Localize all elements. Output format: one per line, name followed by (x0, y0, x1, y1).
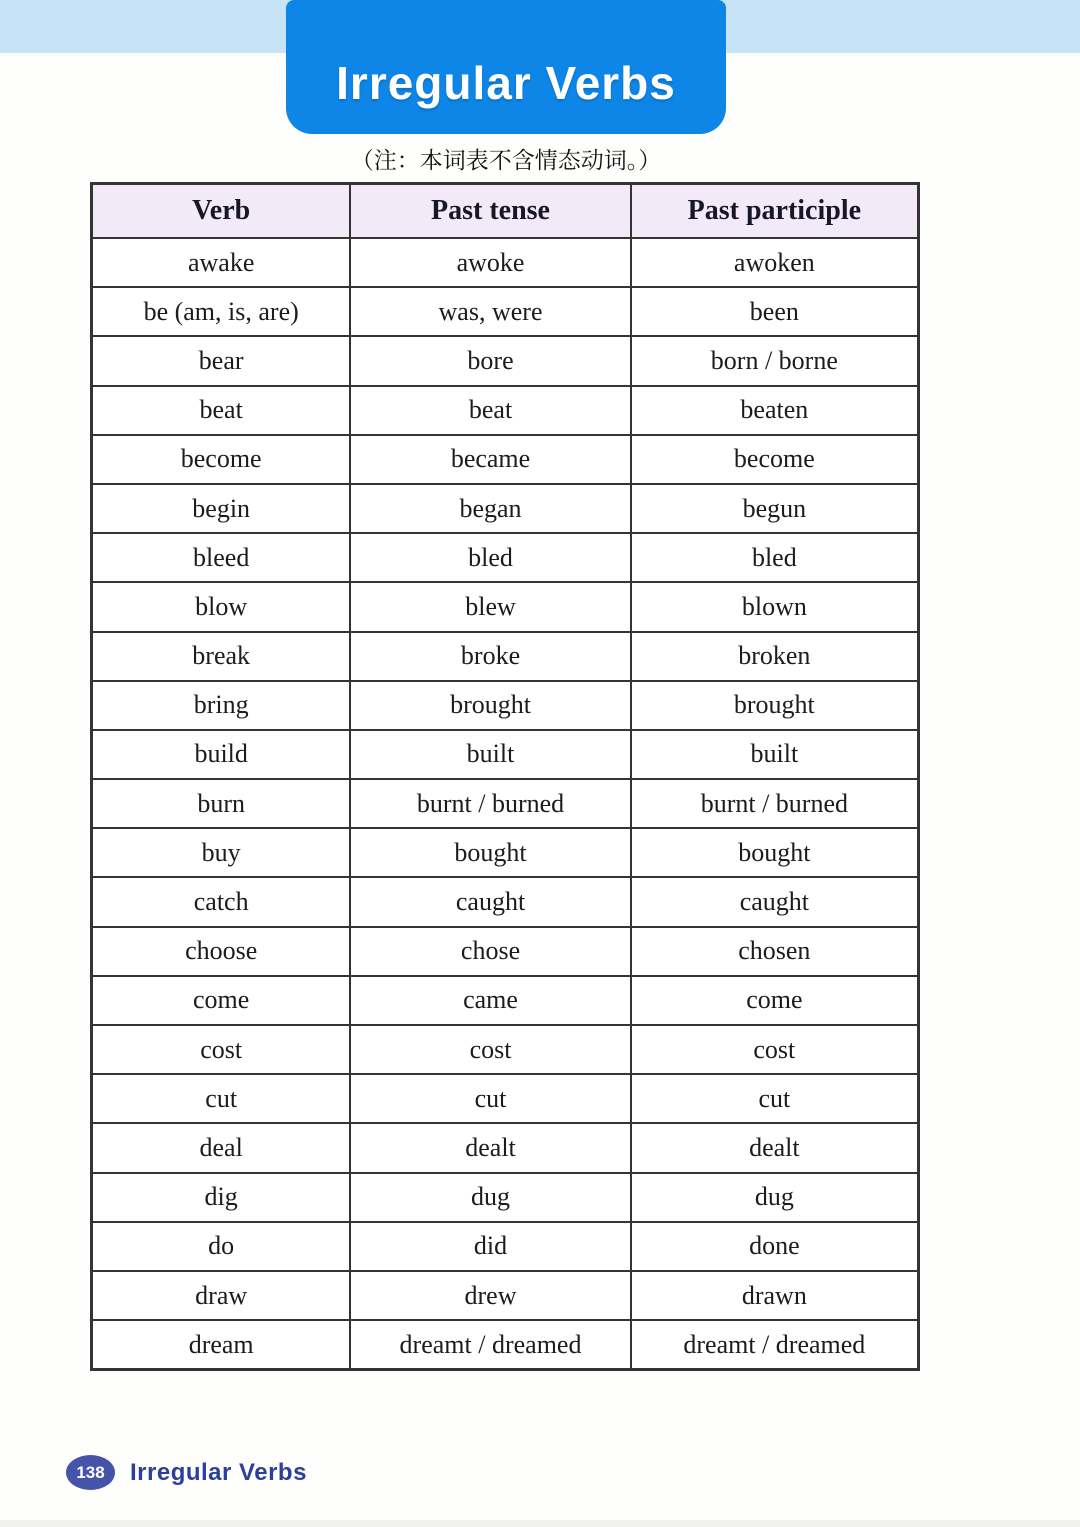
verb-cell: build (92, 730, 351, 779)
table-row (92, 927, 919, 976)
past-tense-cell: came (350, 976, 630, 1025)
table-row (92, 877, 919, 926)
table-row (92, 681, 919, 730)
past-tense-cell: bought (350, 828, 630, 877)
past-participle-cell: done (631, 1222, 919, 1271)
table-row (92, 386, 919, 435)
table-row (92, 1123, 919, 1172)
past-participle-cell: awoken (631, 238, 919, 287)
verb-cell: beat (92, 386, 351, 435)
past-participle-cell: brought (631, 681, 919, 730)
note-text: （注：本词表不含情态动词。） (350, 148, 662, 173)
verb-cell: bleed (92, 533, 351, 582)
verb-cell: be (am, is, are) (92, 287, 351, 336)
bottom-scan-strip (0, 1520, 1080, 1527)
header-past-participle: Past participle (631, 184, 919, 239)
header-verb: Verb (92, 184, 351, 239)
title-banner (286, 0, 726, 134)
table-row (92, 1222, 919, 1271)
past-tense-cell: became (350, 435, 630, 484)
table-row (92, 287, 919, 336)
past-participle-cell: blown (631, 582, 919, 631)
page-number-badge: 138 (66, 1455, 115, 1490)
past-participle-cell: chosen (631, 927, 919, 976)
past-tense-cell: broke (350, 632, 630, 681)
past-tense-cell: cost (350, 1025, 630, 1074)
table-row (92, 1320, 919, 1370)
past-tense-cell: chose (350, 927, 630, 976)
past-tense-cell: dug (350, 1173, 630, 1222)
past-participle-cell: beaten (631, 386, 919, 435)
page-footer (66, 1455, 307, 1490)
verb-cell: cut (92, 1074, 351, 1123)
verb-cell: buy (92, 828, 351, 877)
past-participle-cell: been (631, 287, 919, 336)
verb-cell: dream (92, 1320, 351, 1370)
past-participle-cell: born / borne (631, 336, 919, 385)
verb-cell: catch (92, 877, 351, 926)
footer-section-label: Irregular Verbs (130, 1458, 307, 1486)
verb-cell: awake (92, 238, 351, 287)
past-participle-cell: burnt / burned (631, 779, 919, 828)
table-row (92, 828, 919, 877)
irregular-verbs-table (90, 182, 920, 1371)
past-participle-cell: broken (631, 632, 919, 681)
verb-cell: draw (92, 1271, 351, 1320)
table-row (92, 238, 919, 287)
past-tense-cell: was, were (350, 287, 630, 336)
past-participle-cell: drawn (631, 1271, 919, 1320)
verb-cell: cost (92, 1025, 351, 1074)
table-header-row (92, 184, 919, 239)
past-tense-cell: brought (350, 681, 630, 730)
table-row (92, 582, 919, 631)
past-participle-cell: come (631, 976, 919, 1025)
table-row (92, 976, 919, 1025)
table-row (92, 1271, 919, 1320)
past-tense-cell: awoke (350, 238, 630, 287)
table-row (92, 632, 919, 681)
table-body (92, 238, 919, 1370)
table-row (92, 484, 919, 533)
verb-cell: break (92, 632, 351, 681)
past-tense-cell: bled (350, 533, 630, 582)
table-row (92, 730, 919, 779)
verb-cell: come (92, 976, 351, 1025)
verb-cell: deal (92, 1123, 351, 1172)
past-tense-cell: bore (350, 336, 630, 385)
past-tense-cell: dealt (350, 1123, 630, 1172)
past-tense-cell: did (350, 1222, 630, 1271)
past-tense-cell: cut (350, 1074, 630, 1123)
table-row (92, 435, 919, 484)
verb-cell: dig (92, 1173, 351, 1222)
past-participle-cell: dealt (631, 1123, 919, 1172)
past-tense-cell: began (350, 484, 630, 533)
verb-cell: do (92, 1222, 351, 1271)
past-participle-cell: dug (631, 1173, 919, 1222)
past-participle-cell: cut (631, 1074, 919, 1123)
table-row (92, 1025, 919, 1074)
header-past-tense: Past tense (350, 184, 630, 239)
table-row (92, 1074, 919, 1123)
verb-cell: bring (92, 681, 351, 730)
table-row (92, 779, 919, 828)
verbs-table-wrap (90, 182, 920, 1371)
past-participle-cell: dreamt / dreamed (631, 1320, 919, 1370)
page-title: Irregular Verbs (336, 57, 676, 109)
past-participle-cell: cost (631, 1025, 919, 1074)
verb-cell: become (92, 435, 351, 484)
past-tense-cell: dreamt / dreamed (350, 1320, 630, 1370)
table-row (92, 336, 919, 385)
past-tense-cell: drew (350, 1271, 630, 1320)
verb-cell: blow (92, 582, 351, 631)
past-tense-cell: built (350, 730, 630, 779)
past-tense-cell: blew (350, 582, 630, 631)
past-participle-cell: bled (631, 533, 919, 582)
table-row (92, 533, 919, 582)
past-participle-cell: begun (631, 484, 919, 533)
past-participle-cell: built (631, 730, 919, 779)
verb-cell: begin (92, 484, 351, 533)
verb-cell: choose (92, 927, 351, 976)
past-tense-cell: burnt / burned (350, 779, 630, 828)
past-participle-cell: caught (631, 877, 919, 926)
verb-cell: burn (92, 779, 351, 828)
past-tense-cell: beat (350, 386, 630, 435)
past-tense-cell: caught (350, 877, 630, 926)
past-participle-cell: become (631, 435, 919, 484)
verb-cell: bear (92, 336, 351, 385)
table-row (92, 1173, 919, 1222)
past-participle-cell: bought (631, 828, 919, 877)
